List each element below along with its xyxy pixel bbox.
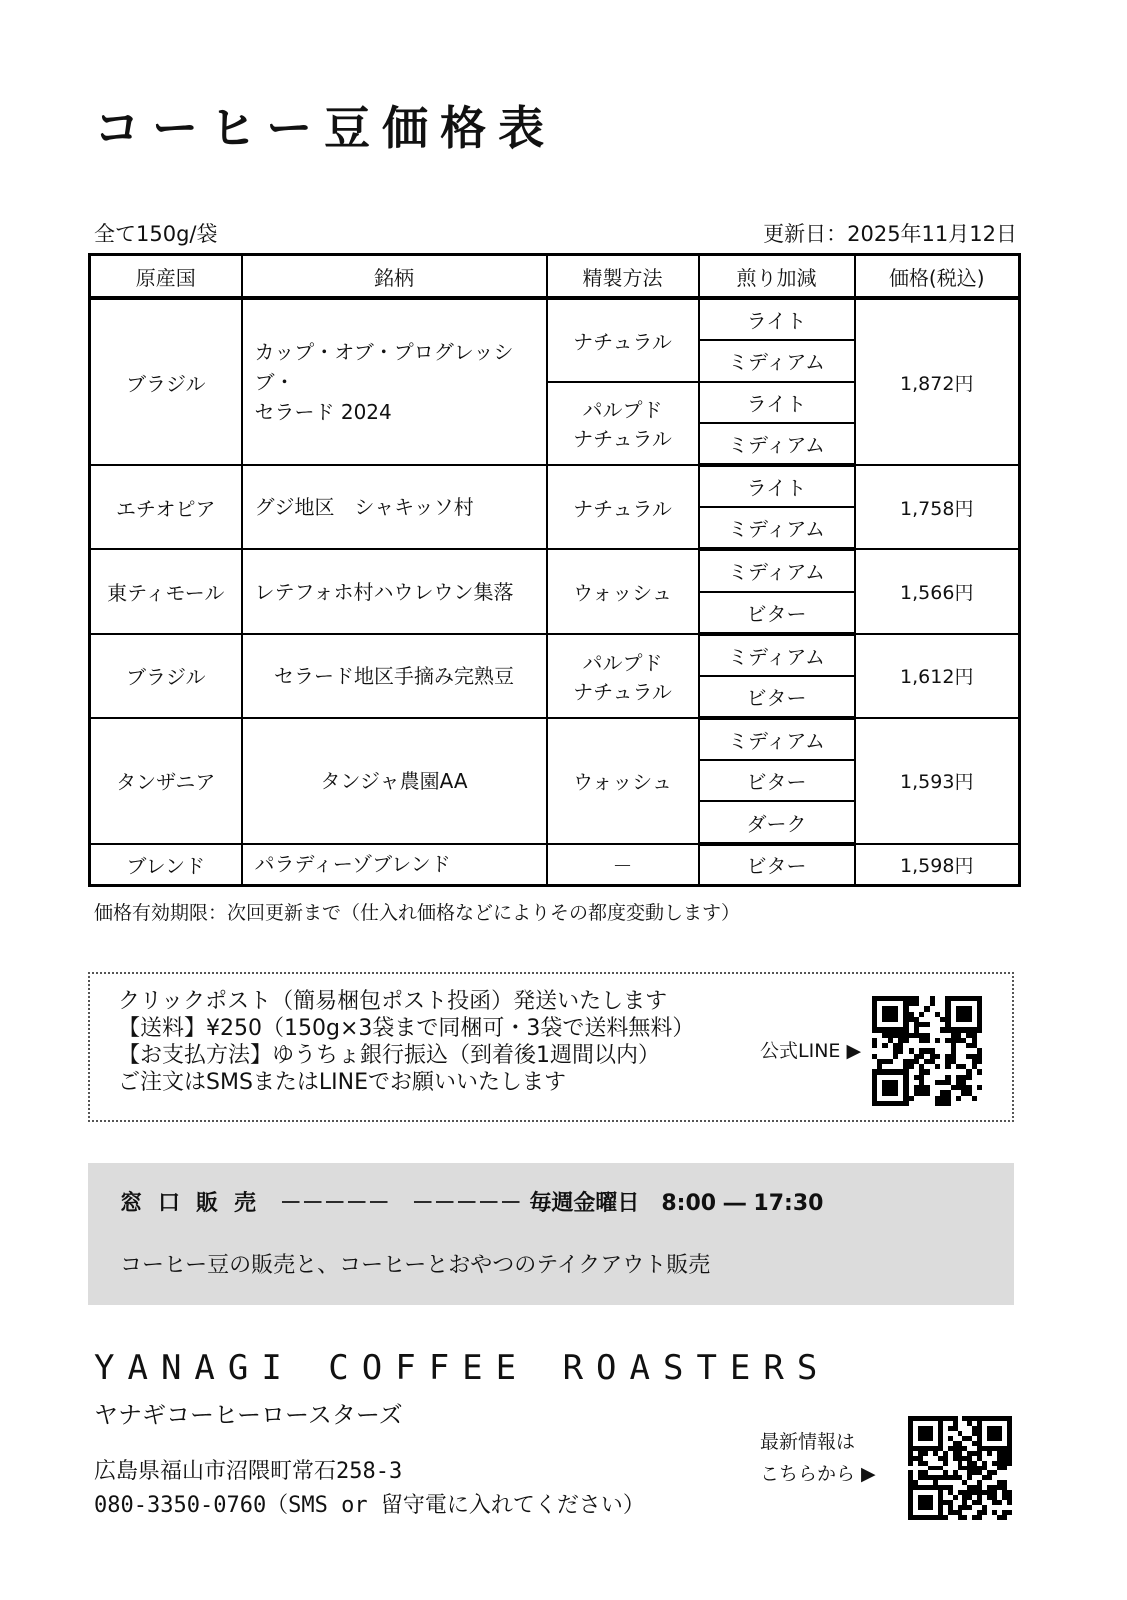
roast-cell: ミディアム [699,340,855,381]
header-roast: 煎り加減 [699,255,855,299]
roast-cell: ビター [699,676,855,718]
latest-info-line: こちらから ▶ [760,1463,876,1485]
origin-cell: ブラジル [90,298,242,465]
table-row [90,718,1020,760]
counter-sales-dashes: －－－－－ －－－－－ [279,1191,522,1216]
shipping-line: ご注文はSMSまたはLINEでお願いいたします [118,1070,567,1095]
process-cell: パルプド ナチュラル [547,382,699,465]
table-row [90,844,1020,886]
roast-cell: ミディアム [699,549,855,591]
latest-info-line: 最新情報は [760,1431,856,1453]
counter-sales-description: コーヒー豆の販売と、コーヒーとおやつのテイクアウト販売 [120,1253,711,1278]
official-line-label: 公式LINE ▶ [760,1040,862,1062]
brand-name-japanese: ヤナギコーヒーロースターズ [94,1401,403,1429]
roast-cell: ミディアム [699,634,855,676]
process-cell: － [547,844,699,886]
price-table [88,253,1021,887]
counter-sales-label: 窓口販売 [120,1191,273,1216]
origin-cell: タンザニア [90,718,242,844]
roast-cell: ミディアム [699,507,855,549]
process-cell: ウォッシュ [547,549,699,633]
brand-cell: レテフォホ村ハウレウン集落 [242,549,547,633]
price-cell: 1,566円 [855,549,1020,633]
latest-info-label [760,1426,876,1490]
roast-cell: ライト [699,298,855,340]
header-origin: 原産国 [90,255,242,299]
page-title: コーヒー豆価格表 [94,101,557,155]
roast-cell: ミディアム [699,718,855,760]
counter-sales-schedule: 毎週金曜日 8:00 ― 17:30 [529,1191,824,1216]
shipping-line: 【送料】¥250（150g×3袋まで同梱可・3袋で送料無料） [118,1016,695,1041]
price-cell: 1,612円 [855,634,1020,718]
brand-cell: パラディーゾブレンド [242,844,547,886]
roast-cell: ビター [699,844,855,886]
roast-cell: ミディアム [699,423,855,465]
brand-cell: タンジャ農園AA [242,718,547,844]
line-qr-code-icon[interactable] [872,996,982,1106]
price-validity-note: 価格有効期限：次回更新まで（仕入れ価格などによりその都度変動します） [94,902,741,924]
shipping-line: クリックポスト（簡易梱包ポスト投函）発送いたします [118,989,668,1014]
roast-cell: ビター [699,760,855,801]
process-cell: パルプド ナチュラル [547,634,699,718]
process-cell: ウォッシュ [547,718,699,844]
price-cell: 1,758円 [855,465,1020,549]
counter-sales-panel [88,1163,1014,1305]
brand-cell: セラード地区手摘み完熟豆 [242,634,547,718]
process-cell: ナチュラル [547,465,699,549]
shop-address: 広島県福山市沼隈町常石258-3 [94,1459,403,1484]
shipping-line: 【お支払方法】ゆうちょ銀行振込（到着後1週間以内） [118,1043,660,1068]
package-size-note: 全て150g/袋 [94,222,218,246]
header-process: 精製方法 [547,255,699,299]
origin-cell: エチオピア [90,465,242,549]
process-cell: ナチュラル [547,298,699,381]
table-header-row [90,255,1020,299]
price-cell: 1,598円 [855,844,1020,886]
shop-phone: 080-3350-0760（SMS or 留守電に入れてください） [94,1493,645,1518]
brand-name-english: YANAGI COFFEE ROASTERS [94,1348,831,1388]
roast-cell: ライト [699,465,855,507]
table-row [90,298,1020,340]
shipping-info-text [118,988,694,1096]
website-qr-code-icon[interactable] [908,1416,1012,1520]
origin-cell: ブラジル [90,634,242,718]
roast-cell: ビター [699,592,855,634]
price-cell: 1,593円 [855,718,1020,844]
origin-cell: 東ティモール [90,549,242,633]
origin-cell: ブレンド [90,844,242,886]
roast-cell: ライト [699,382,855,423]
roast-cell: ダーク [699,801,855,843]
update-date: 更新日：2025年11月12日 [763,222,1017,246]
price-cell: 1,872円 [855,298,1020,465]
header-brand: 銘柄 [242,255,547,299]
brand-cell: カップ・オブ・プログレッシブ・ セラード 2024 [242,298,547,465]
table-row [90,634,1020,676]
header-price: 価格(税込) [855,255,1020,299]
counter-sales-heading [120,1186,823,1217]
brand-cell: グジ地区 シャキッソ村 [242,465,547,549]
table-row [90,465,1020,507]
table-row [90,549,1020,591]
